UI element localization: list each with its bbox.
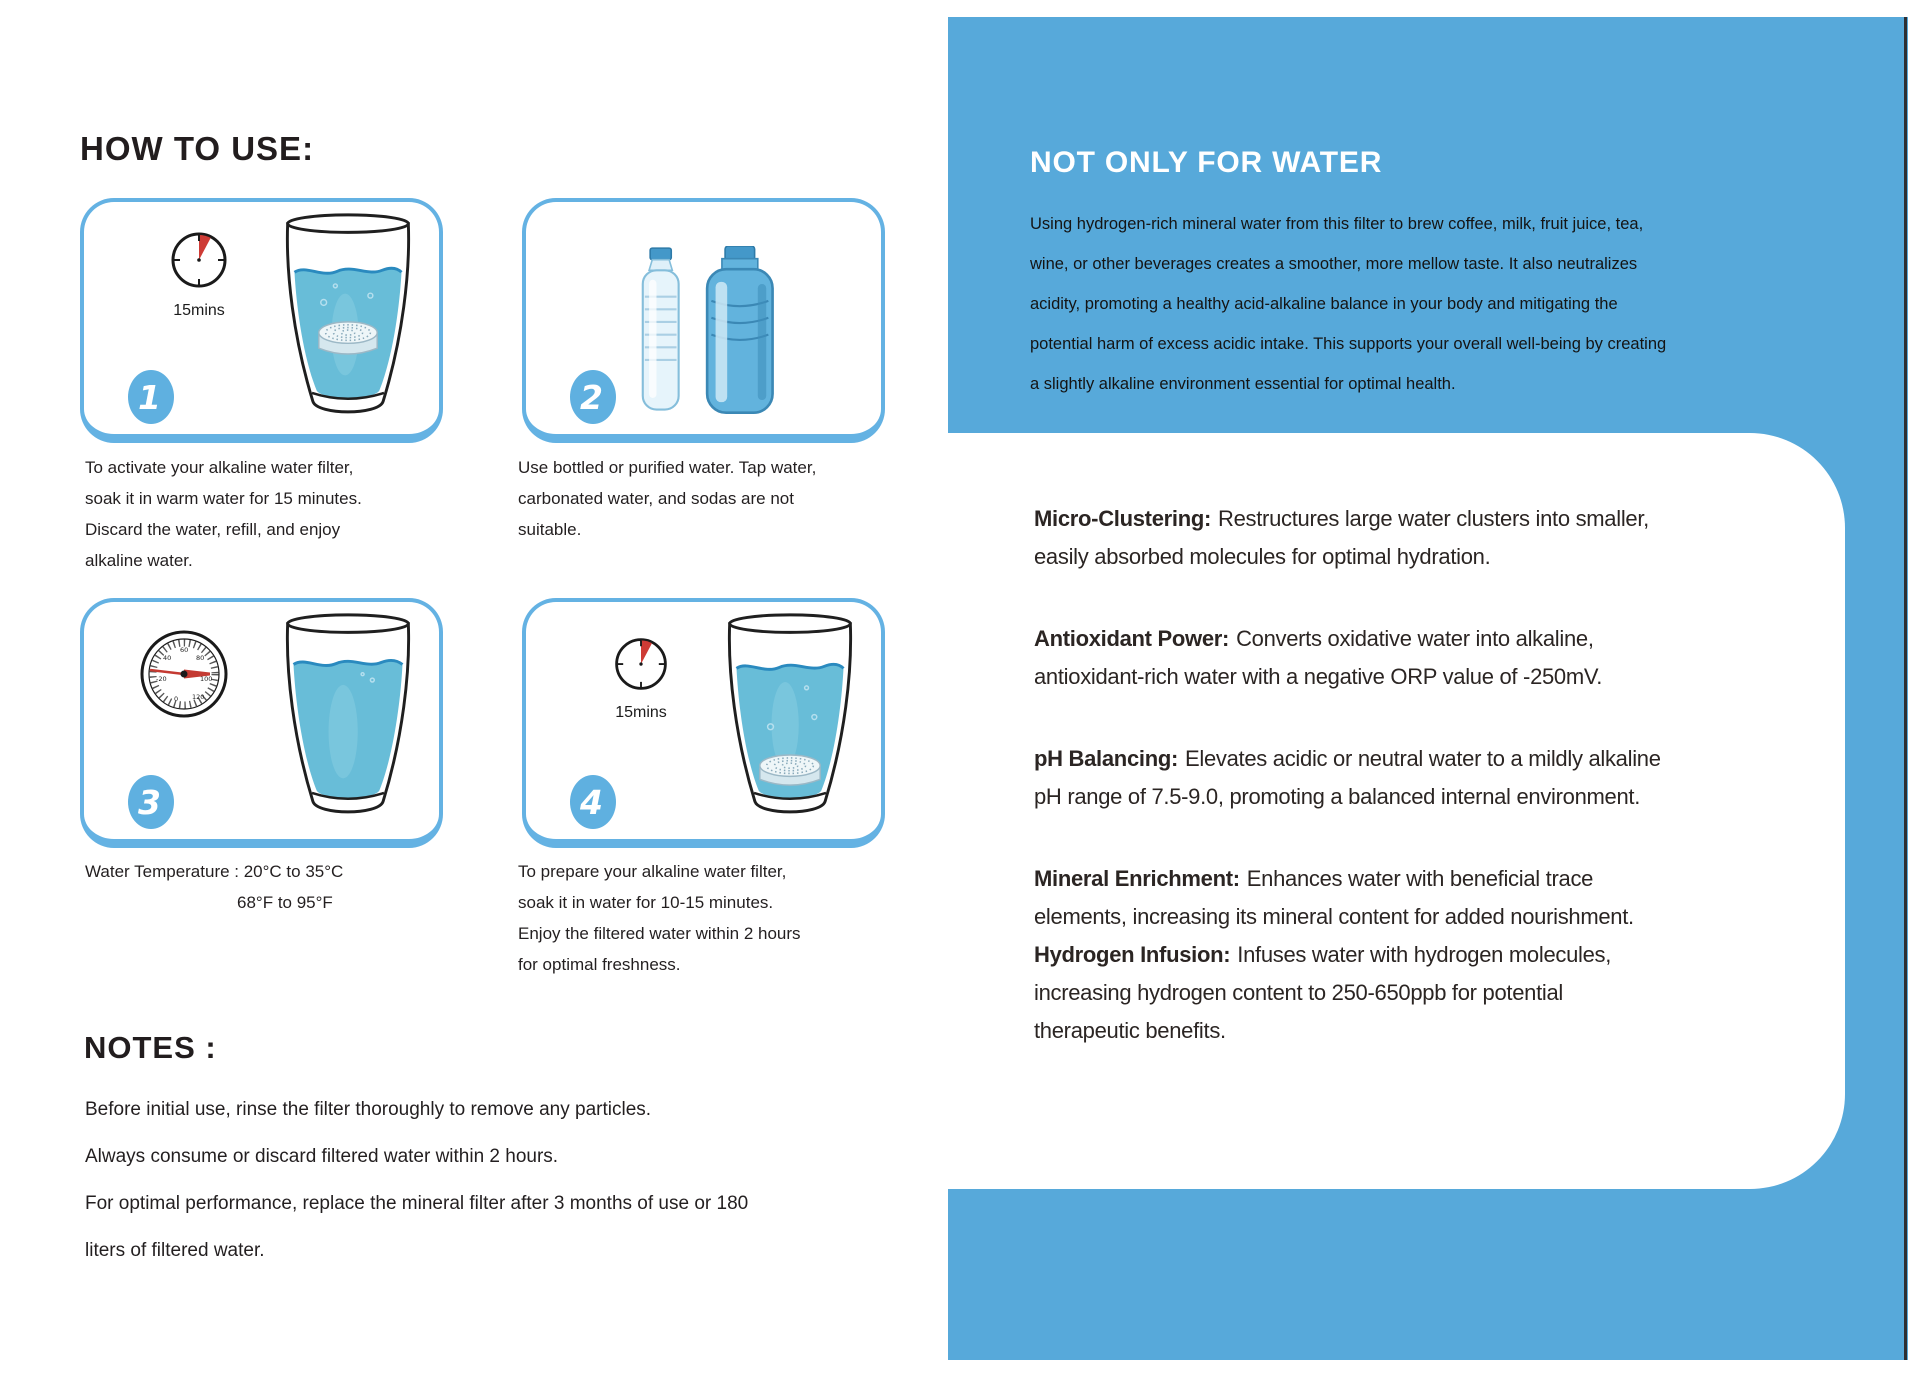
feature-list (1034, 500, 1804, 1050)
text-line: Discard the water, refill, and enjoy (85, 520, 341, 539)
step-caption-2 (518, 452, 938, 545)
clock-icon (167, 228, 231, 292)
bottles-illustration (612, 246, 797, 418)
text-line: Use bottled or purified water. Tap water, (518, 458, 817, 477)
filter-disc (760, 755, 820, 785)
text-line: a slightly alkaline environment essential for optimal health. (1030, 375, 1456, 393)
feature-text: Infuses water with hydrogen molecules, (1237, 942, 1612, 967)
water-jug-illustration (707, 246, 772, 413)
small-bottle-illustration (643, 248, 679, 409)
feature-title: Micro-Clustering: (1034, 506, 1212, 531)
text-line: To prepare your alkaline water filter, (518, 862, 787, 881)
step-caption-3 (85, 856, 505, 918)
notes-list (85, 1086, 885, 1274)
clock-block (144, 228, 254, 320)
text-line: liters of filtered water. (85, 1240, 265, 1261)
text-line: soak it in warm water for 15 minutes. (85, 489, 362, 508)
note-item (85, 1180, 885, 1274)
text-line: Using hydrogen-rich mineral water from this filter to brew coffee, milk, fruit juice, tea, (1030, 215, 1644, 233)
note-item (85, 1133, 885, 1180)
text-line: For optimal performance, replace the mineral filter after 3 months of use or 180 (85, 1193, 749, 1214)
feature-mineral-enrichment (1034, 860, 1804, 1050)
svg-text:80: 80 (196, 654, 205, 662)
clock-duration-label: 15mins (615, 704, 667, 721)
feature-text: easily absorbed molecules for optimal hydration. (1034, 544, 1491, 569)
text-line: alkaline water. (85, 551, 193, 570)
how-to-use-heading: HOW TO USE: (80, 130, 315, 167)
feature-text: Converts oxidative water into alkaline, (1236, 626, 1594, 651)
feature-text: therapeutic benefits. (1034, 1018, 1226, 1043)
text-line: Enjoy the filtered water within 2 hours (518, 924, 801, 943)
glass-block (275, 610, 421, 831)
svg-text:40: 40 (163, 654, 172, 662)
water-glass-with-filter-illustration (275, 210, 421, 426)
clock-icon (611, 634, 671, 694)
step-caption-4 (518, 856, 938, 980)
text-line: suitable. (518, 520, 582, 539)
notes-heading: NOTES : (84, 1030, 217, 1065)
text-line: Water Temperature : 20°C to 35°C (85, 862, 344, 881)
svg-text:100: 100 (200, 675, 213, 683)
text-line: soak it in water for 10-15 minutes. (518, 893, 774, 912)
step-caption-1 (85, 452, 505, 576)
feature-title: Hydrogen Infusion: (1034, 942, 1231, 967)
svg-text:60: 60 (180, 646, 189, 654)
glass-block (275, 210, 421, 431)
feature-text: Elevates acidic or neutral water to a mildly alkaline (1185, 746, 1661, 771)
thermometer-gauge-icon (136, 626, 232, 722)
clock-block (586, 634, 696, 722)
text-line: To activate your alkaline water filter, (85, 458, 354, 477)
step-number-badge: 2 (570, 370, 616, 424)
text-line: potential harm of excess acidic intake. This supports your overall well-being by creating (1030, 335, 1667, 353)
text-line: carbonated water, and sodas are not (518, 489, 794, 508)
water-glass-with-filter-illustration (717, 610, 863, 826)
not-only-for-water-heading: NOT ONLY FOR WATER (1030, 146, 1383, 179)
svg-text:120: 120 (192, 693, 205, 701)
svg-text:0: 0 (174, 695, 179, 703)
step-card-4 (522, 598, 885, 848)
water-glass-illustration (275, 610, 421, 826)
svg-text:-20: -20 (156, 675, 167, 683)
filter-disc (319, 322, 377, 354)
step-number-badge: 1 (128, 370, 174, 424)
feature-text: elements, increasing its mineral content for added nourishment. (1034, 904, 1634, 929)
feature-text: Enhances water with beneficial trace (1246, 866, 1594, 891)
text-line: acidity, promoting a healthy acid-alkaline balance in your body and mitigating the (1030, 295, 1618, 313)
clock-duration-label: 15mins (173, 302, 225, 319)
feature-antioxidant-power (1034, 620, 1804, 696)
bottles-block (612, 246, 797, 423)
intro-paragraph (1030, 204, 1830, 404)
note-item (85, 1086, 885, 1133)
feature-title: pH Balancing: (1034, 746, 1178, 771)
feature-ph-balancing (1034, 740, 1804, 816)
glass-block (717, 610, 863, 831)
step-card-3 (80, 598, 443, 848)
text-line: Always consume or discard filtered water within 2 hours. (85, 1146, 559, 1167)
feature-text: pH range of 7.5-9.0, promoting a balanced internal environment. (1034, 784, 1641, 809)
text-line: for optimal freshness. (518, 955, 681, 974)
feature-text: Restructures large water clusters into smaller, (1218, 506, 1649, 531)
page-edge-line (1904, 17, 1907, 1360)
feature-micro-clustering (1034, 500, 1804, 576)
text-line: 68°F to 95°F (237, 893, 333, 912)
text-line: Before initial use, rinse the filter thoroughly to remove any particles. (85, 1099, 652, 1120)
text-line: wine, or other beverages creates a smoother, more mellow taste. It also neutralizes (1030, 255, 1638, 273)
step-card-1 (80, 198, 443, 443)
thermometer-block (136, 626, 232, 727)
feature-text: antioxidant-rich water with a negative ORP value of -250mV. (1034, 664, 1603, 689)
feature-text: increasing hydrogen content to 250-650ppb for potential (1034, 980, 1563, 1005)
step-number-badge: 3 (128, 775, 174, 829)
feature-title: Antioxidant Power: (1034, 626, 1230, 651)
feature-title: Mineral Enrichment: (1034, 866, 1240, 891)
step-card-2 (522, 198, 885, 443)
step-number-badge: 4 (570, 775, 616, 829)
